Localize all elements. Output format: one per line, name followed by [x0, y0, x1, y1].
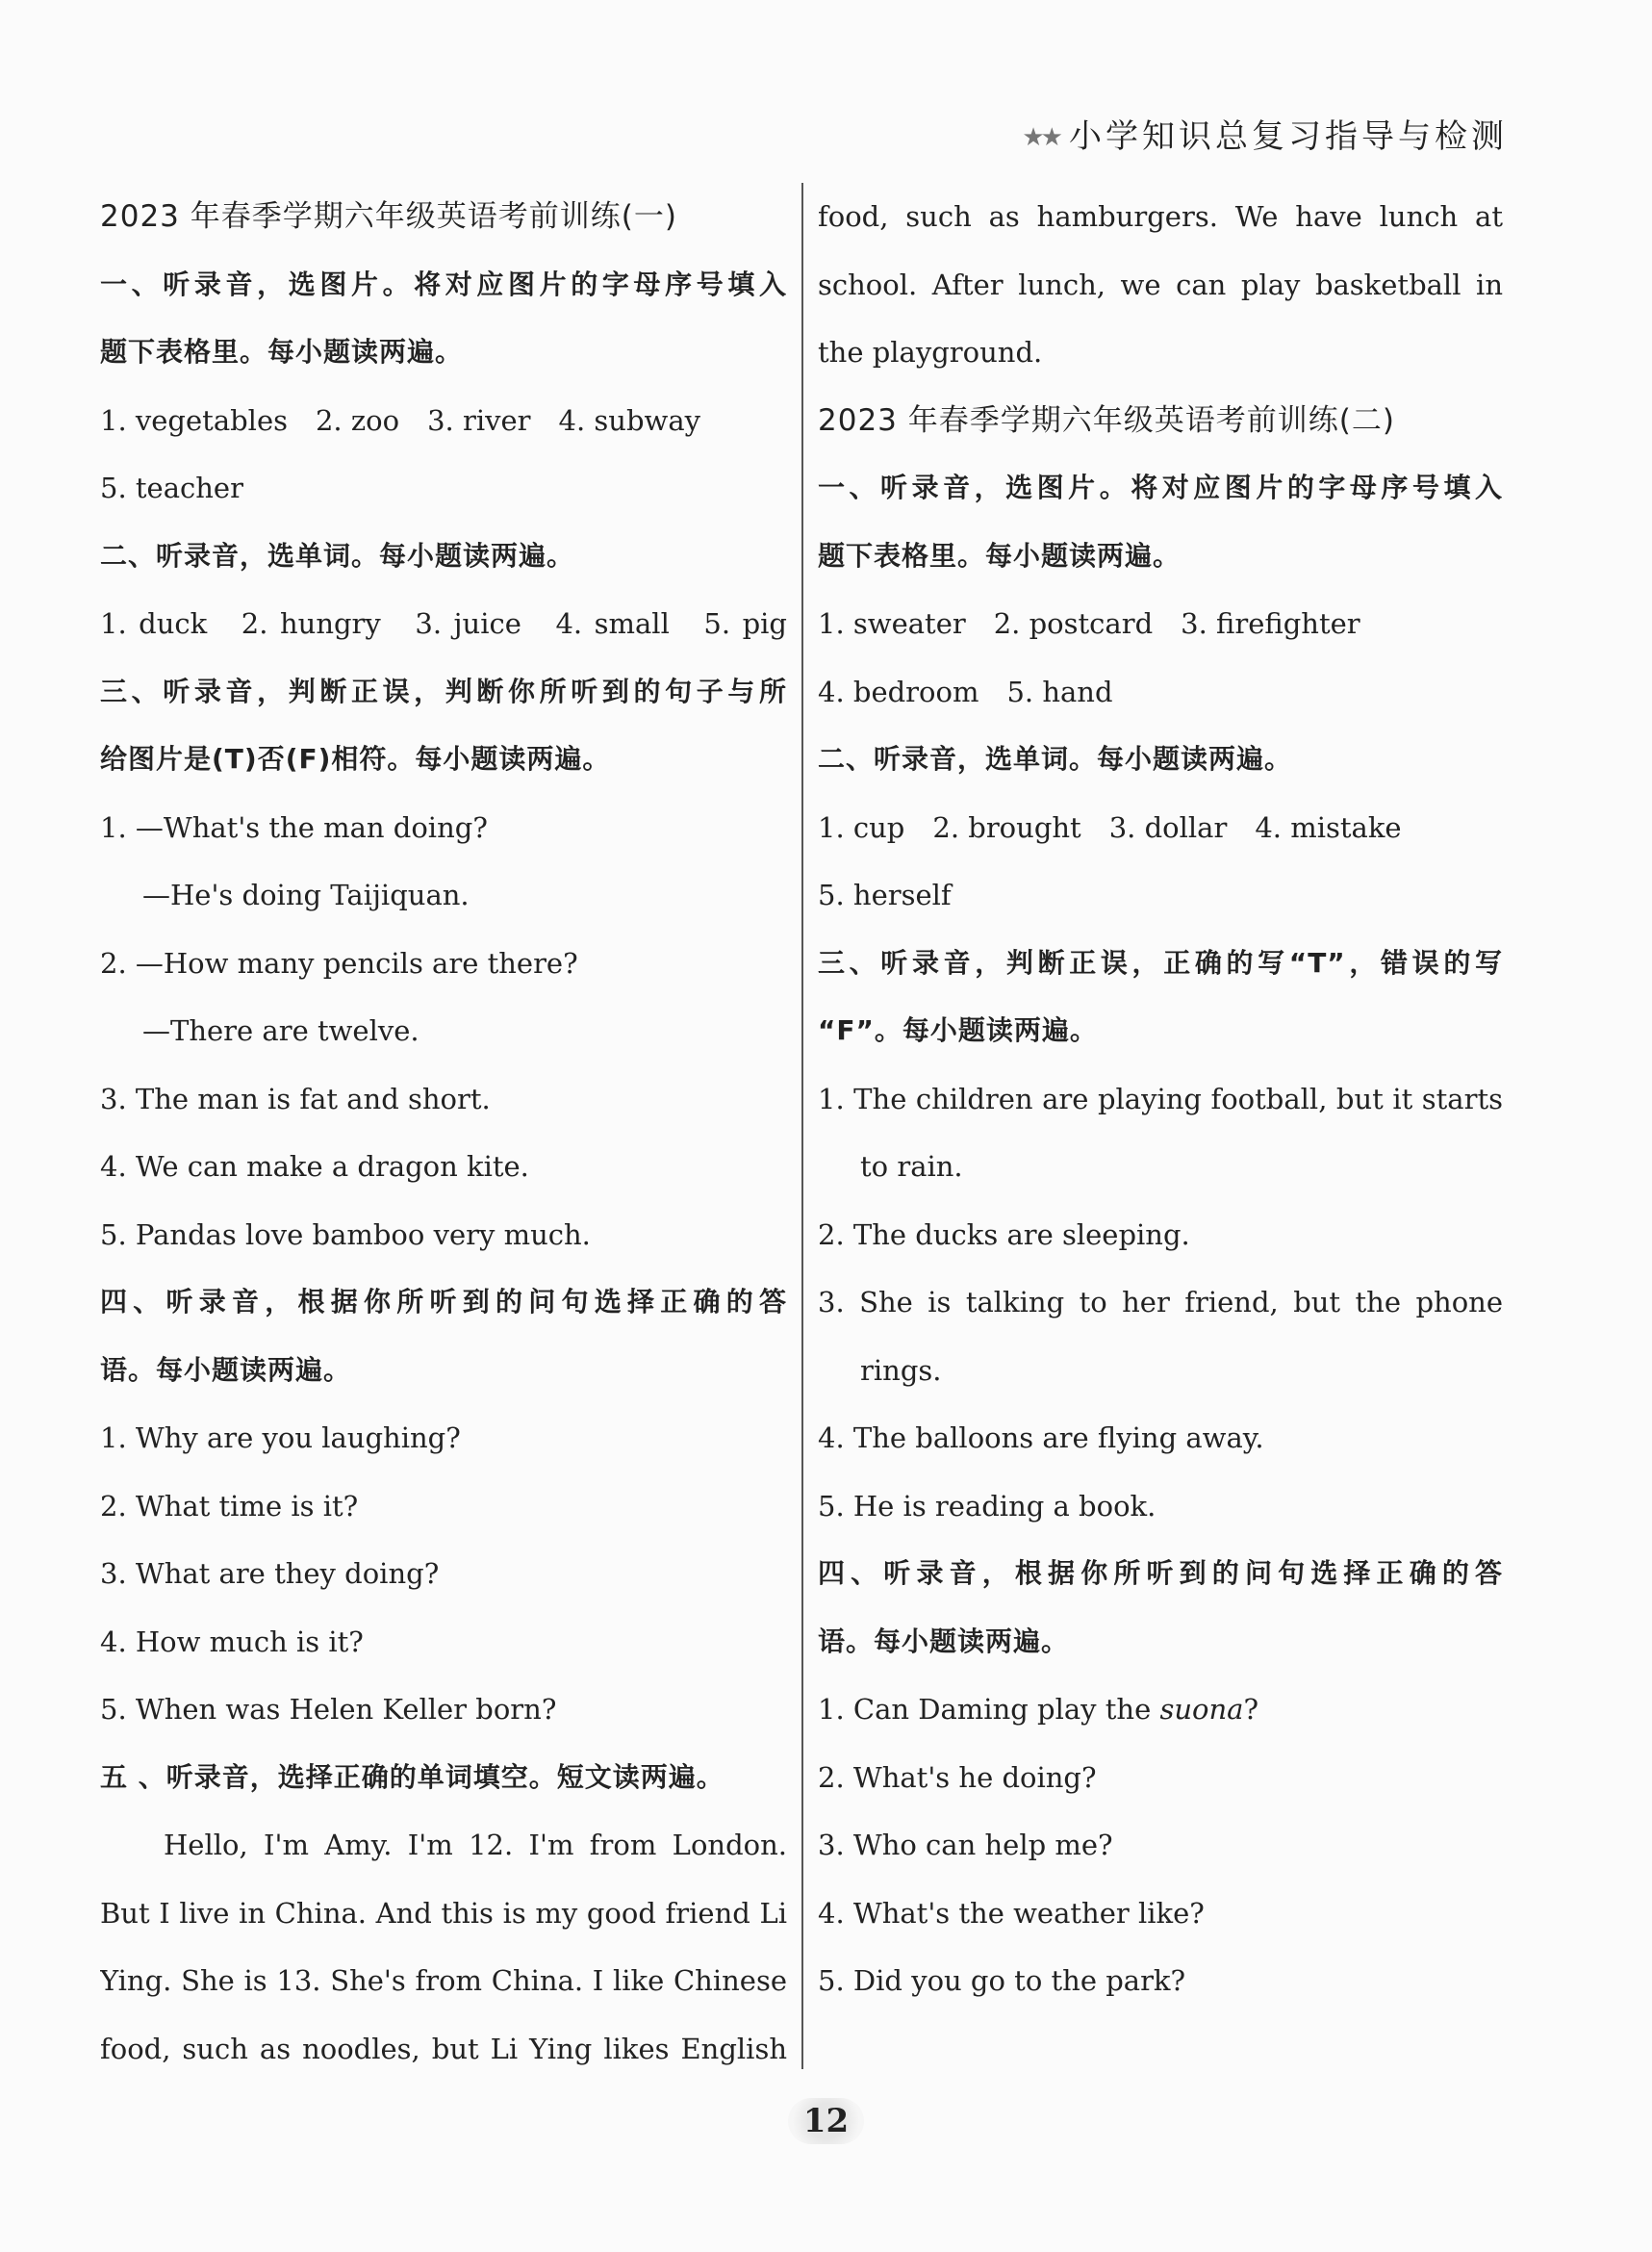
- question-text: —There are twelve.: [142, 1014, 419, 1047]
- question-text: 1. Why are you laughing?: [100, 1421, 461, 1454]
- question-text: food, such as hamburgers. We have lunch at: [818, 200, 1503, 233]
- question-text: 1. Can Daming play the suona?: [818, 1693, 1259, 1726]
- question-text: 4. How much is it?: [100, 1625, 364, 1658]
- question-heading: 语。每小题读两遍。: [818, 1625, 1070, 1657]
- question-text: 5. herself: [818, 879, 952, 911]
- star-icon: ★★: [1022, 122, 1059, 152]
- question-heading: 三、听录音，判断正误，判断你所听到的句子与所: [100, 675, 787, 707]
- question-heading: 五 、听录音，选择正确的单词填空。短文读两遍。: [100, 1760, 724, 1793]
- question-text: 4. We can make a dragon kite.: [100, 1150, 529, 1183]
- question-text: 3. The man is fat and short.: [100, 1082, 491, 1115]
- question-heading: 三、听录音，判断正误，正确的写“T”，错误的写: [818, 946, 1503, 979]
- question-text: Ying. She is 13. She's from China. I like Chinese: [100, 1964, 787, 1997]
- section-title: 2023 年春季学期六年级英语考前训练(一): [100, 199, 677, 234]
- question-text: 1. cup 2. brought 3. dollar 4. mistake: [818, 810, 1402, 844]
- question-text: 5. When was Helen Keller born?: [100, 1693, 557, 1726]
- question-text: 4. What's the weather like?: [818, 1896, 1205, 1930]
- right-column: [818, 183, 1503, 2015]
- book-title: 小学知识总复习指导与检测: [1069, 117, 1508, 156]
- question-heading: 四、听录音，根据你所听到的问句选择正确的答: [100, 1286, 787, 1318]
- question-heading: 一、听录音，选图片。将对应图片的字母序号填入: [818, 472, 1503, 503]
- question-heading: 给图片是(T)否(F)相符。每小题读两遍。: [100, 743, 611, 775]
- running-header: [1022, 110, 1508, 157]
- question-text: 3. She is talking to her friend, but the phone: [818, 1286, 1503, 1318]
- column-divider: [801, 183, 803, 2069]
- question-heading: 语。每小题读两遍。: [100, 1353, 352, 1386]
- question-heading: “F”。每小题读两遍。: [818, 1014, 1098, 1046]
- question-text: 4. The balloons are flying away.: [818, 1421, 1264, 1454]
- question-heading: 题下表格里。每小题读两遍。: [100, 336, 464, 368]
- question-text: 1. —What's the man doing?: [100, 810, 488, 844]
- question-text: 1. vegetables 2. zoo 3. river 4. subway: [100, 403, 701, 437]
- question-heading: 四、听录音，根据你所听到的问句选择正确的答: [818, 1557, 1503, 1589]
- question-text: 5. Did you go to the park?: [818, 1964, 1186, 1997]
- question-text: rings.: [860, 1353, 942, 1387]
- section-title: 2023 年春季学期六年级英语考前训练(二): [818, 402, 1395, 438]
- question-text: 1. The children are playing football, but it starts: [818, 1082, 1503, 1115]
- question-text: food, such as noodles, but Li Ying likes English: [100, 2032, 787, 2065]
- page-number: [0, 2098, 1652, 2144]
- question-text: 1. duck 2. hungry 3. juice 4. small 5. pig: [100, 607, 787, 640]
- question-text: to rain.: [860, 1150, 963, 1183]
- question-text: school. After lunch, we can play basketball in: [818, 268, 1503, 301]
- question-text: But I live in China. And this is my good friend Li: [100, 1896, 787, 1930]
- question-heading: 二、听录音，选单词。每小题读两遍。: [818, 743, 1293, 775]
- page-number-label: 12: [788, 2098, 864, 2144]
- question-text: 2. The ducks are sleeping.: [818, 1217, 1190, 1251]
- question-text: 2. What's he doing?: [818, 1760, 1097, 1794]
- question-text: 1. sweater 2. postcard 3. firefighter: [818, 607, 1360, 640]
- question-text: Hello, I'm Amy. I'm 12. I'm from London.: [164, 1829, 787, 1861]
- question-heading: 一、听录音，选图片。将对应图片的字母序号填入: [100, 268, 787, 300]
- question-text: 3. Who can help me?: [818, 1829, 1113, 1861]
- question-text: 2. What time is it?: [100, 1489, 359, 1523]
- question-text: 4. bedroom 5. hand: [818, 675, 1113, 708]
- question-heading: 题下表格里。每小题读两遍。: [818, 539, 1182, 572]
- question-text: 3. What are they doing?: [100, 1557, 440, 1590]
- question-text: 5. He is reading a book.: [818, 1489, 1156, 1523]
- question-text: the playground.: [818, 336, 1043, 369]
- question-text: 5. Pandas love bamboo very much.: [100, 1217, 591, 1251]
- left-column: [100, 183, 787, 2083]
- question-heading: 二、听录音，选单词。每小题读两遍。: [100, 539, 575, 572]
- question-text: —He's doing Taijiquan.: [142, 879, 470, 911]
- question-text: 5. teacher: [100, 472, 243, 504]
- question-text: 2. —How many pencils are there?: [100, 946, 578, 980]
